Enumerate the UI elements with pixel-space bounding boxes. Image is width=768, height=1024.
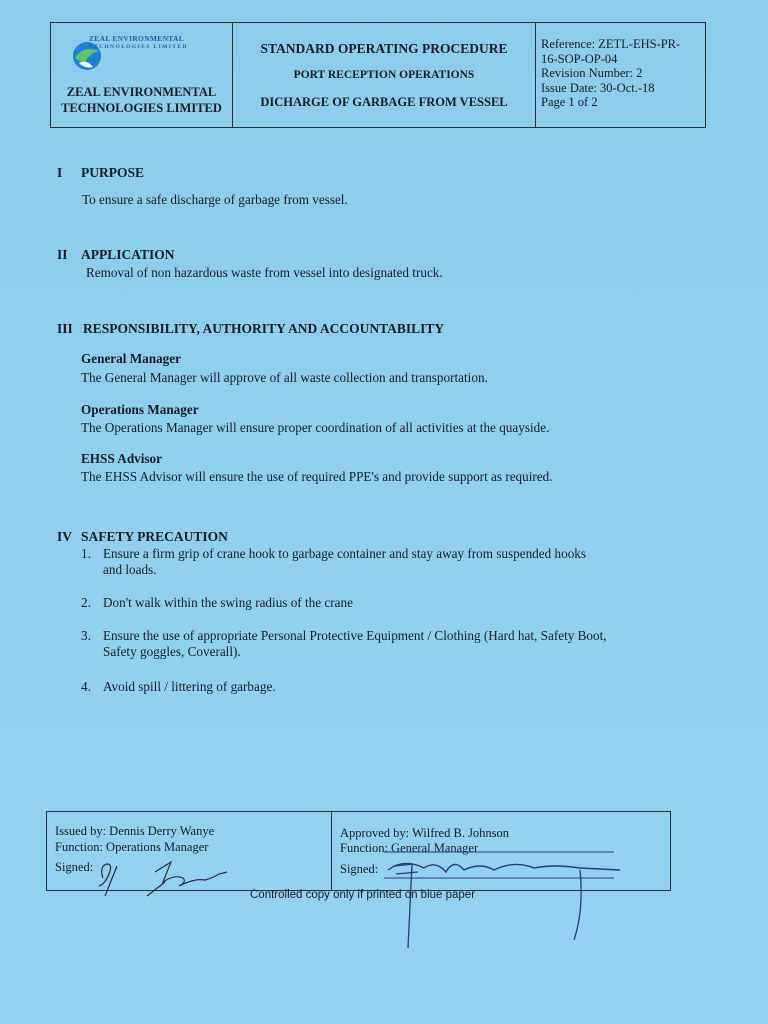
document-subtitle: PORT RECEPTION OPERATIONS <box>293 69 475 81</box>
approved-signed-label: Signed: <box>340 862 379 876</box>
page-number: Page 1 of 2 <box>541 95 598 109</box>
section-number: III <box>57 321 73 336</box>
list-item-line: Safety goggles, Coverall). <box>103 644 241 659</box>
section-number: II <box>57 247 68 262</box>
logo-wordmark-line1: ZEAL ENVIRONMENTAL <box>89 34 185 43</box>
controlled-copy-note: Controlled copy only if printed on blue paper <box>250 889 476 901</box>
operations-manager-heading: Operations Manager <box>81 402 199 417</box>
section-number: I <box>57 165 63 180</box>
list-item-text <box>103 546 701 578</box>
title-cell <box>233 23 536 127</box>
ehss-advisor-text: The EHSS Advisor will ensure the use of required PPE's and provide support as required. <box>81 469 553 484</box>
operations-manager-text: The Operations Manager will ensure proper coordination of all activities at the quayside. <box>81 420 550 435</box>
approved-cell <box>332 812 670 890</box>
issue-date: Issue Date: 30-Oct.-18 <box>541 80 655 95</box>
section-title: RESPONSIBILITY, AUTHORITY AND ACCOUNTABILITY <box>83 321 445 336</box>
section-title: SAFETY PRECAUTION <box>81 529 228 544</box>
issued-signed-label: Signed: <box>55 860 94 874</box>
reference-line1: Reference: ZETL-EHS-PR- <box>541 37 681 51</box>
list-item-number: 1. <box>81 546 91 561</box>
list-item-line: Don't walk within the swing radius of the crane <box>103 595 353 610</box>
document-title: STANDARD OPERATING PROCEDURE <box>260 41 508 56</box>
company-name-line1: ZEAL ENVIRONMENTAL <box>66 85 217 99</box>
list-item-number: 3. <box>81 628 91 643</box>
section-title: PURPOSE <box>81 165 145 180</box>
approved-function: Function: General Manager <box>340 841 479 855</box>
section-purpose-heading <box>57 165 144 181</box>
issued-cell <box>47 812 332 890</box>
issued-function: Function: Operations Manager <box>55 840 209 854</box>
logo-wordmark-line2: TECHNOLOGIES LIMITED <box>89 44 188 50</box>
section-application-heading <box>57 247 175 263</box>
issuer-signature-icon <box>95 852 235 898</box>
revision-number: Revision Number: 2 <box>541 66 643 80</box>
section-number: IV <box>57 529 73 544</box>
section-title: APPLICATION <box>81 247 175 262</box>
list-item-number: 4. <box>81 679 91 694</box>
logo-wordmark <box>89 35 188 51</box>
reference-cell <box>536 23 705 127</box>
document-header-table <box>50 22 706 128</box>
approval-table <box>46 811 671 891</box>
procedure-name: DICHARGE OF GARBAGE FROM VESSEL <box>260 95 508 109</box>
list-item-text <box>103 595 701 611</box>
reference-line2: 16-SOP-OP-04 <box>541 51 618 66</box>
general-manager-text: The General Manager will approve of all waste collection and transportation. <box>81 370 488 385</box>
list-item-line: Ensure a firm grip of crane hook to garbage container and stay away from suspended hooks <box>103 546 587 561</box>
list-item-line: Ensure the use of appropriate Personal Protective Equipment / Clothing (Hard hat, Safety Boot, <box>103 628 607 643</box>
list-item-line: Avoid spill / littering of garbage. <box>103 679 276 694</box>
section-responsibility-heading <box>57 321 444 337</box>
list-item-line: and loads. <box>103 562 157 577</box>
general-manager-heading: General Manager <box>81 351 181 366</box>
issued-by: Issued by: Dennis Derry Wanye <box>55 824 215 838</box>
company-name <box>51 84 232 116</box>
ehss-advisor-heading: EHSS Advisor <box>81 451 162 466</box>
list-item-text <box>103 679 701 695</box>
approved-by: Approved by: Wilfred B. Johnson <box>340 826 510 840</box>
purpose-text: To ensure a safe discharge of garbage from vessel. <box>82 192 348 207</box>
section-safety-heading <box>57 529 228 545</box>
company-name-line2: TECHNOLOGIES LIMITED <box>61 101 222 115</box>
company-cell <box>51 23 233 127</box>
application-text: Removal of non hazardous waste from vessel into designated truck. <box>86 265 443 280</box>
list-item-text <box>103 628 701 660</box>
list-item-number: 2. <box>81 595 91 610</box>
